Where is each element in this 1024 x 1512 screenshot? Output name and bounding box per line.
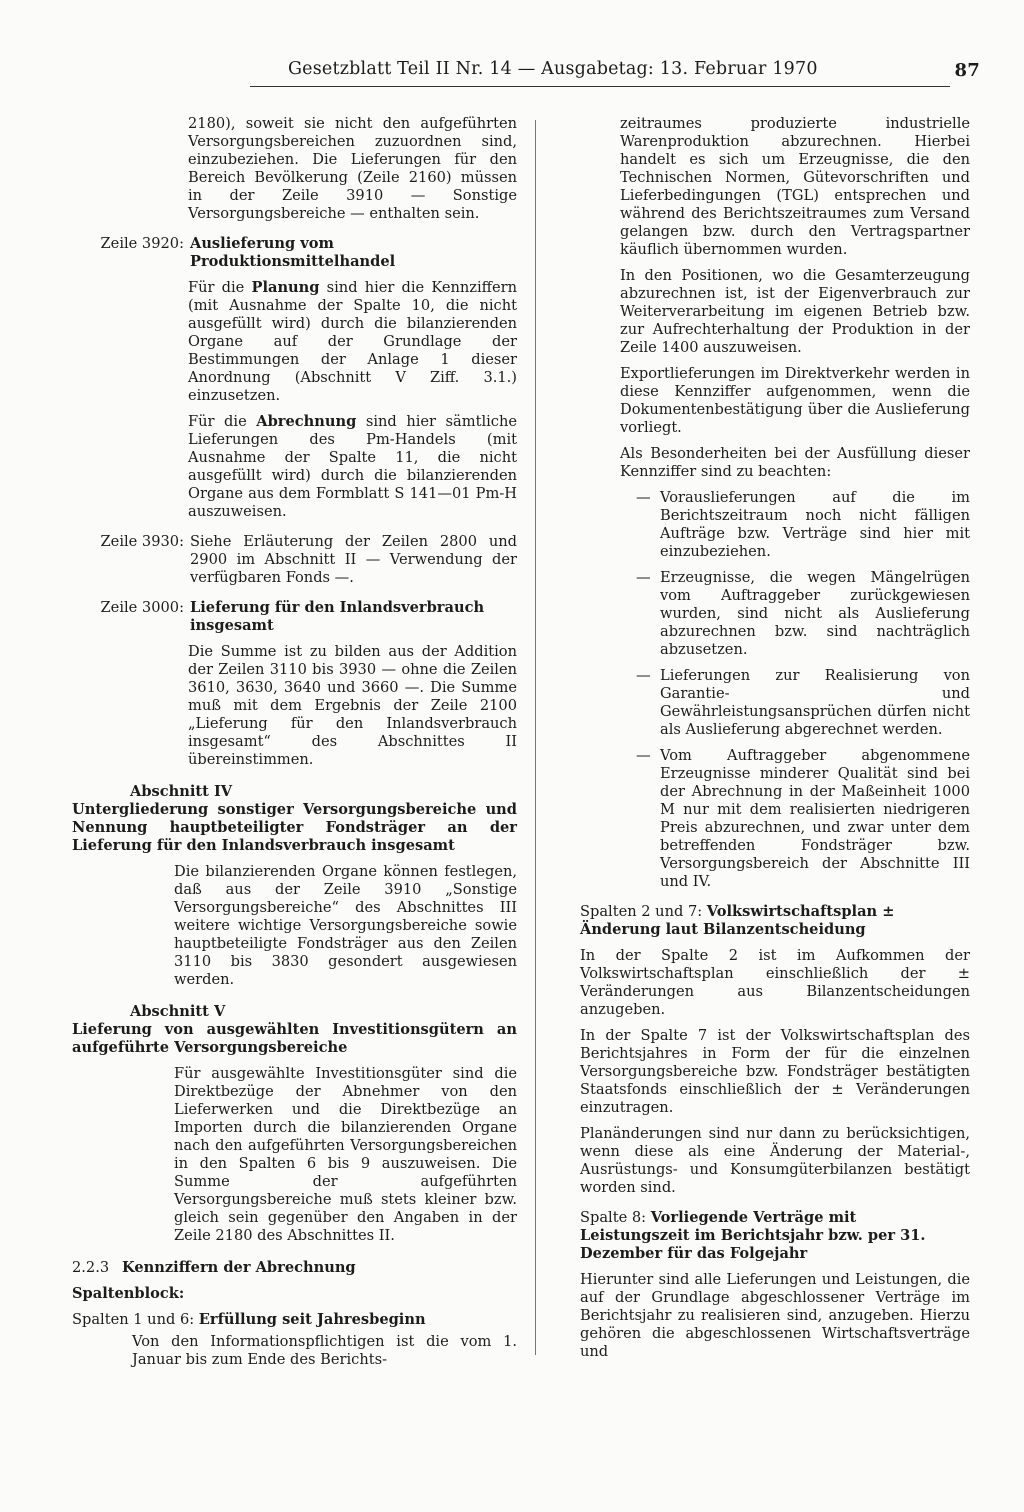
spalten-heading: Spalten 1 und 6: Erfüllung seit Jahresbeginn <box>72 1311 426 1328</box>
paragraph: In der Spalte 2 ist im Aufkommen der Volkswirtschaftsplan einschließlich der ± Veränderungen aus Bilanzentscheidungen anzugeben. <box>580 947 970 1018</box>
paragraph: In den Positionen, wo die Gesamterzeugung abzurechnen ist, ist der Eigenverbrauch zur Weiterverarbeitung im eigenen Betrieb bzw. zur Aufrechterhaltung der Produktion in der Zeile 1400 auszuweisen. <box>620 267 970 356</box>
paragraph: 2180), soweit sie nicht den aufgeführten Versorgungsbereichen zuzuordnen sind, einzubeziehen. Die Lieferungen für den Bereich Bevölkerung (Zeile 2160) müssen in der Zeile 3910 — Sonstige Versorgungsbereiche — enthalten sein. <box>188 115 517 222</box>
list-item: — Vorauslieferungen auf die im Berichtszeitraum noch nicht fälligen Aufträge bzw. Verträge sind hier mit einzubeziehen. <box>636 489 970 560</box>
abschnitt-title: Untergliederung sonstiger Versorgungsbereiche und Nennung hauptbeteiligter Fondsträger an der Lieferung für den Inlandsverbrauch insgesamt <box>72 801 517 854</box>
paragraph: Planänderungen sind nur dann zu berücksichtigen, wenn diese als eine Änderung der Material-, Ausrüstungs- und Konsumgüterbilanzen bestätigt worden sind. <box>580 1125 970 1196</box>
page-header <box>250 58 980 82</box>
spalten-heading: Spalte 8: Vorliegende Verträge mit Leistungszeit im Berichtsjahr bzw. per 31. Dezember für das Folgejahr <box>580 1209 926 1262</box>
zeile-3930 <box>72 533 517 587</box>
header-title: Gesetzblatt Teil II Nr. 14 — Ausgabetag: 13. Februar 1970 <box>288 59 818 79</box>
list-item: — Vom Auftraggeber abgenommene Erzeugnisse minderer Qualität sind bei der Abrechnung in der Maßeinheit 1000 M nur mit dem realisierten niedrigeren Preis abzurechnen, und zwar unter dem betreffenden Fondsträger bzw. Versorgungsbereich der Abschnitte III und IV. <box>636 747 970 890</box>
section-heading <box>72 1259 517 1277</box>
paragraph: Als Besonderheiten bei der Ausfüllung dieser Kennziffer sind zu beachten: <box>620 445 970 480</box>
paragraph: Für ausgewählte Investitionsgüter sind die Direktbezüge der Abnehmer von den Lieferwerken und die Direktbezüge an Importen durch die bilanzierenden Organe nach den aufgeführten Versorgungsbereichen in den Spalten 6 bis 9 auszuweisen. Die Summe der aufgeführten Versorgungsbereiche muß stets kleiner bzw. gleich sein gegenüber den Angaben in der Zeile 2180 des Abschnittes II. <box>174 1065 517 1244</box>
zeile-label: Zeile 3000: <box>100 599 184 616</box>
paragraph: Die Summe ist zu bilden aus der Addition der Zeilen 3110 bis 3930 — ohne die Zeilen 3610, 3630, 3640 und 3660 —. Die Summe muß mit dem Ergebnis der Zeile 2100 „Lieferung für den Inlandsverbrauch insgesamt“ des Abschnittes II übereinstimmen. <box>188 643 517 768</box>
paragraph: Die bilanzierenden Organe können festlegen, daß aus der Zeile 3910 „Sonstige Versorgungsbereiche“ des Abschnittes III weitere wichtige Versorgungsbereiche sowie hauptbeteiligte Fondsträger aus den Zeilen 3110 bis 3830 gesondert ausgewiesen werden. <box>174 863 517 988</box>
abschnitt-title: Lieferung von ausgewählten Investitionsgütern an aufgeführte Versorgungsbereiche <box>72 1021 517 1056</box>
spaltenblock-label: Spaltenblock: <box>72 1285 185 1302</box>
paragraph: Von den Informationspflichtigen ist die vom 1. Januar bis zum Ende des Berichts- <box>132 1333 517 1368</box>
spalten-heading: Spalten 2 und 7: Volkswirtschaftsplan ± Änderung laut Bilanzentscheidung <box>580 903 895 938</box>
left-column <box>72 115 517 1369</box>
page-number: 87 <box>954 60 980 81</box>
section-title: Kennziffern der Abrechnung <box>122 1259 356 1276</box>
paragraph: Exportlieferungen im Direktverkehr werden in diese Kennziffer aufgenommen, wenn die Dokumentenbestätigung über die Auslieferung vorliegt. <box>620 365 970 436</box>
paragraph: Hierunter sind alle Lieferungen und Leistungen, die auf der Grundlage abgeschlossener Verträge im Berichtsjahr zu realisieren sind, anzugeben. Hierzu gehören die abgeschlossenen Wirtschaftsverträge und <box>580 1271 970 1360</box>
header-rule <box>250 86 950 87</box>
paragraph: In der Spalte 7 ist der Volkswirtschaftsplan des Berichtsjahres in Form der für die einzelnen Versorgungsbereiche bzw. Fondsträger bestätigten Staatsfonds einschließlich der ± Veränderungen einzutragen. <box>580 1027 970 1116</box>
zeile-3920 <box>72 235 517 271</box>
abschnitt-label: Abschnitt IV <box>130 783 233 800</box>
bold-term: Abrechnung <box>256 413 357 430</box>
right-column <box>580 115 970 1361</box>
abschnitt-label: Abschnitt V <box>130 1003 226 1020</box>
bold-term: Planung <box>251 279 320 296</box>
list-item: — Lieferungen zur Realisierung von Garantie- und Gewährleistungsansprüchen dürfen nicht als Auslieferung abgerechnet werden. <box>636 667 970 738</box>
paragraph: zeitraumes produzierte industrielle Warenproduktion abzurechnen. Hierbei handelt es sich um Erzeugnisse, die den Technischen Normen, Gütevorschriften und Lieferbedingungen (TGL) entsprechen und während des Berichtszeitraumes zum Versand gelangen bzw. durch den Vertragspartner käuflich übernommen wurden. <box>620 115 970 258</box>
paragraph: Für die Planung sind hier die Kennziffern (mit Ausnahme der Spalte 10, die nicht ausgefüllt wird) durch die bilanzierenden Organe auf der Grundlage der Bestimmungen der Anlage 1 dieser Anordnung (Abschnitt V Ziff. 3.1.) einzusetzen. <box>188 279 518 404</box>
paragraph: Für die Abrechnung sind hier sämtliche Lieferungen des Pm-Handels (mit Ausnahme der Spalte 11, die nicht ausgefüllt wird) durch die bilanzierenden Organe aus dem Formblatt S 141—01 Pm-H auszuweisen. <box>188 413 517 520</box>
zeile-title: Auslieferung vom Produktionsmittelhandel <box>190 235 396 270</box>
zeile-label: Zeile 3920: <box>100 235 184 252</box>
section-number: 2.2.3 <box>72 1259 110 1276</box>
list-item: — Erzeugnisse, die wegen Mängelrügen vom Auftraggeber zurückgewiesen wurden, sind nicht als Auslieferung abzurechnen bzw. sind nachträglich abzusetzen. <box>636 569 970 658</box>
zeile-label: Zeile 3930: <box>100 533 184 550</box>
zeile-title: Lieferung für den Inlandsverbrauch insgesamt <box>190 599 485 634</box>
zeile-text: Siehe Erläuterung der Zeilen 2800 und 2900 im Abschnitt II — Verwendung der verfügbaren Fonds —. <box>190 533 517 586</box>
zeile-3000 <box>72 599 517 635</box>
column-divider <box>535 120 536 1355</box>
